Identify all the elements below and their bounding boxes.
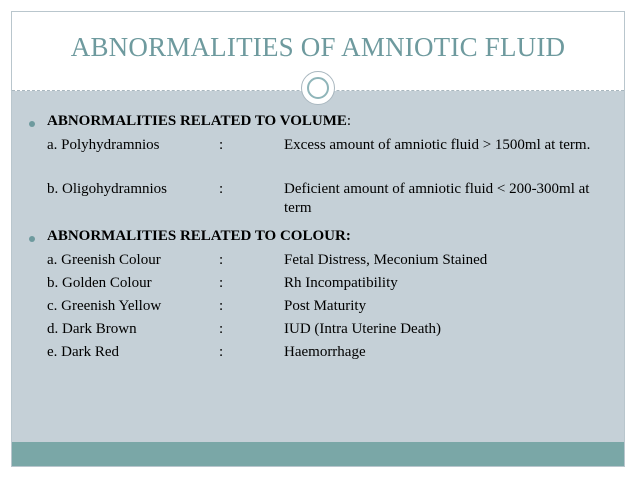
item-value: Excess amount of amniotic fluid > 1500ml at term. [284, 137, 591, 153]
section-heading-volume: ABNORMALITIES RELATED TO VOLUME: [47, 113, 352, 129]
item-separator: : [219, 137, 224, 153]
item-label: e. Dark Red [47, 344, 120, 360]
item-separator: : [219, 298, 224, 314]
item-value: Haemorrhage [284, 344, 366, 360]
item-value: Post Maturity [284, 298, 367, 314]
slide-content [12, 12, 624, 442]
bullet-icon [29, 236, 35, 242]
item-value: Rh Incompatibility [284, 275, 398, 291]
item-separator: : [219, 344, 224, 360]
item-separator: : [219, 252, 224, 268]
footer-band [12, 442, 624, 466]
item-separator: : [219, 181, 224, 197]
slide-title: ABNORMALITIES OF AMNIOTIC FLUID [70, 32, 566, 62]
item-label: b. Oligohydramnios [47, 181, 167, 197]
section-heading-colour: ABNORMALITIES RELATED TO COLOUR: [47, 228, 351, 244]
item-value: IUD (Intra Uterine Death) [284, 321, 442, 337]
item-label: d. Dark Brown [47, 321, 137, 337]
item-label: c. Greenish Yellow [47, 298, 162, 314]
bullet-icon [29, 121, 35, 127]
item-label: b. Golden Colour [47, 275, 152, 291]
item-label: a. Polyhydramnios [47, 137, 160, 153]
item-separator: : [219, 321, 224, 337]
item-value: Fetal Distress, Meconium Stained [284, 252, 488, 268]
item-label: a. Greenish Colour [47, 252, 161, 268]
slide [11, 11, 625, 467]
item-separator: : [219, 275, 224, 291]
item-value: Deficient amount of amniotic fluid < 200-300ml at term [284, 181, 590, 216]
